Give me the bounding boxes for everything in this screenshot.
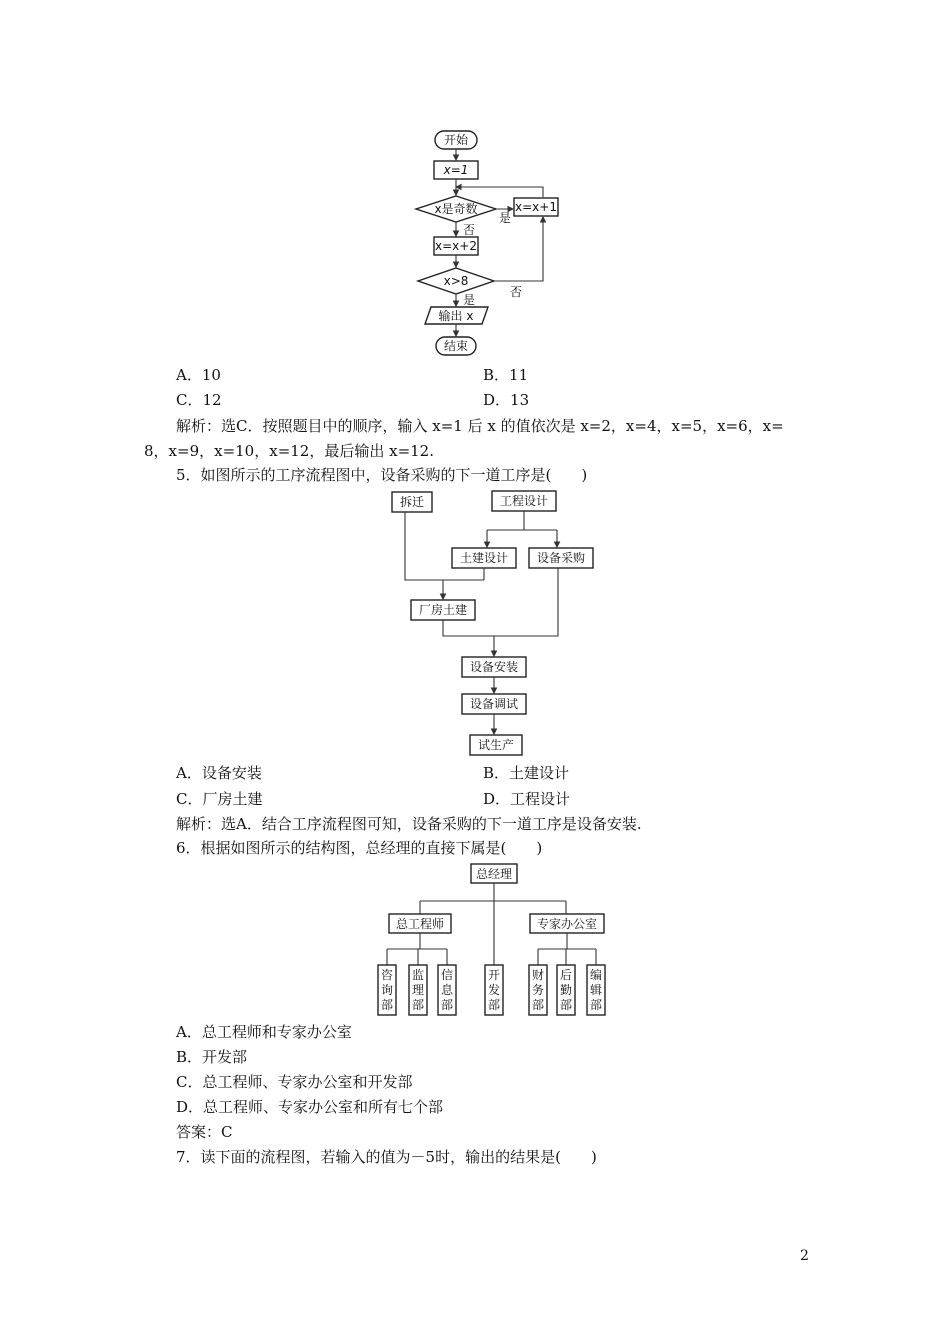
page-number: 2 xyxy=(800,1248,809,1264)
q5-analysis: 解析：选A．结合工序流程图可知，设备采购的下一道工序是设备安装. xyxy=(176,815,642,833)
q4-option-c: C．12 xyxy=(176,391,222,409)
q5-option-a: A．设备安装 xyxy=(176,764,262,782)
q6-answer: 答案：C xyxy=(176,1123,233,1141)
fc2-anzhuang-label: 设备安装 xyxy=(469,660,519,674)
q7-question: 7．读下面的流程图，若输入的值为－5时，输出的结果是( ) xyxy=(176,1148,597,1166)
sc-d6-label: 后勤部 xyxy=(559,968,572,1012)
flowchart-2 xyxy=(392,491,593,755)
sc-d1-label: 咨询部 xyxy=(380,968,393,1012)
fc2-gongcheng-label: 工程设计 xyxy=(499,494,549,508)
q6-option-c: C．总工程师、专家办公室和开发部 xyxy=(176,1073,413,1091)
fc1-yes1-label: 是 xyxy=(499,211,512,225)
sc-chief-label: 总工程师 xyxy=(395,917,445,931)
q6-option-a: A．总工程师和专家办公室 xyxy=(176,1023,352,1041)
sc-d5-label: 财务部 xyxy=(531,968,544,1012)
q6-question: 6．根据如图所示的结构图，总经理的直接下属是( ) xyxy=(176,839,543,857)
q4-analysis-line1: 解析：选C．按照题目中的顺序，输入 x=1 后 x 的值依次是 x=2，x=4，x=5，x=6，x= xyxy=(176,417,784,435)
fc1-output-label: 输出 x xyxy=(438,309,474,323)
flowchart-1 xyxy=(416,131,558,355)
q5-option-c: C．厂房土建 xyxy=(176,790,263,808)
fc2-shisheng-label: 试生产 xyxy=(477,738,515,752)
fc2-chaiqian-label: 拆迁 xyxy=(399,495,425,509)
fc2-changfang-label: 厂房土建 xyxy=(418,603,468,617)
fc1-yes2-label: 是 xyxy=(463,293,476,307)
sc-root-label: 总经理 xyxy=(475,867,513,881)
fc2-caigou-label: 设备采购 xyxy=(536,551,586,565)
q4-option-d: D．13 xyxy=(483,391,530,409)
q4-option-a: A．10 xyxy=(176,366,221,384)
sc-d2-label: 监理部 xyxy=(411,968,424,1012)
fc1-inc1-label: x=x+1 xyxy=(515,200,557,214)
fc1-start-label: 开始 xyxy=(443,133,469,147)
fc2-tiaoshi-label: 设备调试 xyxy=(469,697,519,711)
fc1-no2-label: 否 xyxy=(510,285,523,299)
sc-d4-label: 开发部 xyxy=(487,968,500,1012)
q6-option-d: D．总工程师、专家办公室和所有七个部 xyxy=(176,1098,444,1116)
sc-d7-label: 编辑部 xyxy=(589,968,602,1012)
sc-expert-label: 专家办公室 xyxy=(536,917,598,931)
fc1-no1-label: 否 xyxy=(463,223,476,237)
sc-d3-label: 信息部 xyxy=(440,968,453,1012)
fc1-end-label: 结束 xyxy=(443,339,469,353)
q6-option-b: B．开发部 xyxy=(176,1048,248,1066)
fc1-odd-label: x是奇数 xyxy=(434,202,478,216)
q4-analysis-line2: 8，x=9，x=10，x=12，最后输出 x=12. xyxy=(144,442,434,460)
fc1-inc2-label: x=x+2 xyxy=(435,239,477,253)
q5-option-b: B．土建设计 xyxy=(483,764,570,782)
fc1-gt8-label: x>8 xyxy=(443,274,469,288)
q4-option-b: B．11 xyxy=(483,366,529,384)
fc2-tujian-label: 土建设计 xyxy=(459,551,509,565)
q5-option-d: D．工程设计 xyxy=(483,790,571,808)
q5-question: 5．如图所示的工序流程图中，设备采购的下一道工序是( ) xyxy=(176,466,588,484)
fc1-init-label: x=1 xyxy=(443,163,469,177)
